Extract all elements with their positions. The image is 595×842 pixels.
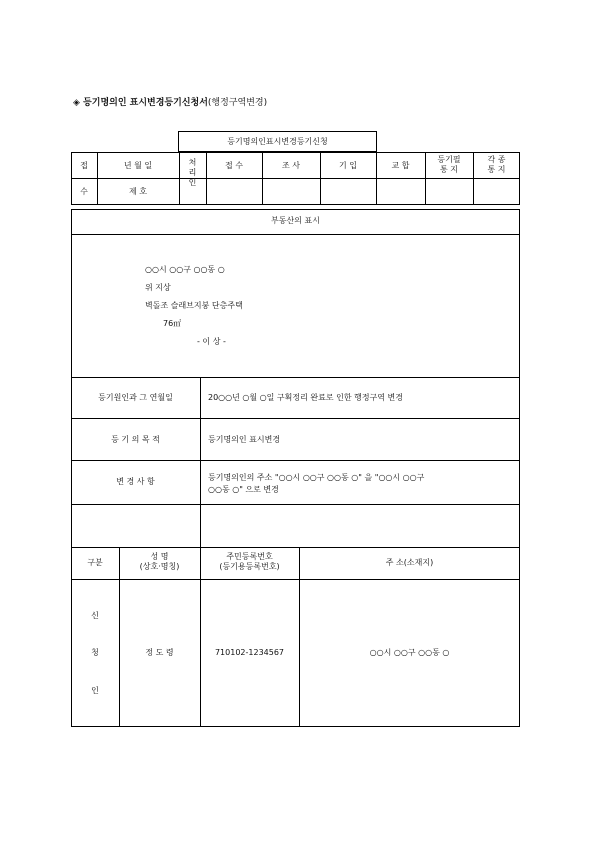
title-main: 등기명의인 표시변경등기신청서 bbox=[83, 98, 208, 108]
receipt-label-2: 수 bbox=[80, 187, 88, 196]
property-end: - 이 상 - bbox=[197, 337, 226, 346]
proof-label: 교 합 bbox=[391, 161, 410, 170]
notice-various-label: 각 종 통 지 bbox=[487, 155, 506, 174]
notice-completion-label: 등기필 통 지 bbox=[437, 155, 461, 174]
entry-label: 기 입 bbox=[339, 161, 357, 170]
applicant-type-char-1: 신 bbox=[91, 611, 99, 620]
receipt-label: 접 bbox=[80, 161, 88, 170]
title-suffix: (행정구역변경) bbox=[207, 98, 268, 108]
applicant-type-header: 구분 bbox=[87, 558, 103, 567]
applicant-id-header: 주민등록번호 (등기용등록번호) bbox=[219, 552, 280, 571]
property-header: 부동산의 표시 bbox=[271, 216, 320, 225]
property-address: ○○시 ○○구 ○○동 ○ bbox=[145, 265, 225, 274]
applicant-type-char-3: 인 bbox=[91, 686, 99, 695]
check-label: 조 사 bbox=[282, 161, 300, 170]
applicant-id: 710102-1234567 bbox=[214, 648, 285, 657]
applicant-name: 정 도 령 bbox=[145, 648, 174, 657]
property-land: 위 지상 bbox=[145, 283, 171, 292]
row-cause-label: 등기원인과 그 연월일 bbox=[98, 393, 173, 402]
document-title bbox=[73, 98, 267, 108]
title-marker: ◈ bbox=[73, 98, 80, 108]
applicant-name-header: 성 명 (상호·명칭) bbox=[139, 552, 180, 571]
receipt-date-label: 년 월 일 bbox=[123, 161, 153, 170]
receipt-caption: 등기명의인표시변경등기신청 bbox=[227, 137, 328, 146]
row-cause-value: 20○○년 ○월 ○일 구획정리 완료로 인한 행정구역 변경 bbox=[208, 393, 404, 402]
row-change-label: 변 경 사 항 bbox=[116, 477, 155, 486]
applicant-address: ○○시 ○○구 ○○동 ○ bbox=[369, 648, 450, 657]
accept-label: 접 수 bbox=[225, 161, 243, 170]
processor-label: 처 리 인 bbox=[188, 158, 197, 187]
receipt-number-label: 제 호 bbox=[129, 187, 147, 196]
applicant-address-header: 주 소(소재지) bbox=[385, 558, 434, 567]
applicant-type-char-2: 청 bbox=[91, 648, 99, 657]
row-purpose-value: 등기명의인 표시변경 bbox=[208, 435, 281, 444]
row-purpose-label: 등 기 의 목 적 bbox=[111, 435, 160, 444]
row-change-value: 등기명의인의 주소 "○○시 ○○구 ○○동 ○" 을 "○○시 ○○구 ○○동 ○" 으로 변경 bbox=[208, 473, 425, 494]
property-building: 벽돌조 슬래브지붕 단층주택 bbox=[145, 301, 243, 310]
property-area: 76㎡ bbox=[163, 319, 182, 328]
